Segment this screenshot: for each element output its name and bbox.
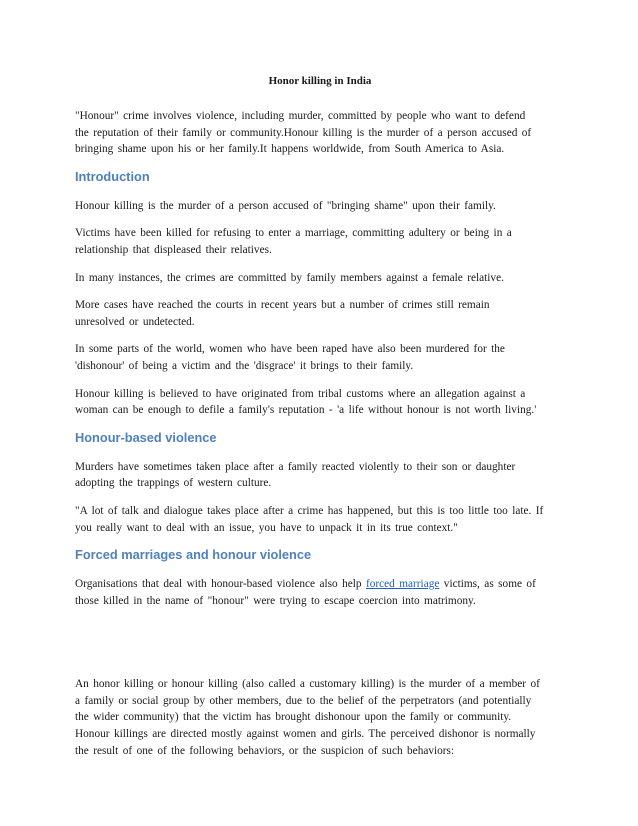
section-heading-honour-violence: Honour-based violence	[75, 429, 217, 445]
section-heading-forced-marriages: Forced marriages and honour violence	[75, 547, 312, 563]
text-line: relationship that displeased their relatives.	[75, 243, 272, 256]
text-segment: victims, as some of	[439, 578, 536, 591]
paragraph	[75, 225, 565, 258]
text-line: the reputation of their family or community.Honour killing is the murder of a person accused of	[75, 126, 532, 139]
paragraph	[75, 459, 565, 492]
definition-paragraph	[75, 676, 565, 759]
paragraph	[75, 198, 565, 215]
paragraph	[75, 297, 565, 330]
text-line: "A lot of talk and dialogue takes place after a crime has happened, but this is too little too late. If	[75, 504, 544, 517]
blank-space	[75, 620, 565, 676]
text-line: Honour killing is believed to have originated from tribal customs where an allegation against a	[75, 387, 526, 400]
section-heading-introduction: Introduction	[75, 168, 150, 184]
text-line: you really want to deal with an issue, you have to unpack it in its true context."	[75, 521, 458, 534]
text-line: unresolved or undetected.	[75, 315, 195, 328]
text-line: adopting the trappings of western culture.	[75, 477, 272, 490]
text-line: the wider community) that the victim has brought dishonour upon the family or community.	[75, 711, 512, 724]
text-line: a family or social group by other members, due to the belief of the perpetrators (and potentially	[75, 694, 532, 707]
text-line: the result of one of the following behaviors, or the suspicion of such behaviors:	[75, 744, 455, 757]
text-line: woman can be enough to defile a family's reputation - 'a life without honour is not worth living.'	[75, 404, 537, 417]
text-line: bringing shame upon his or her family.It happens worldwide, from South America to Asia.	[75, 143, 505, 156]
text-line	[75, 576, 565, 593]
text-line: Murders have sometimes taken place after a family reacted violently to their son or daughter	[75, 460, 516, 473]
document-title: Honor killing in India	[268, 75, 372, 87]
text-line: In many instances, the crimes are committed by family members against a female relative.	[75, 271, 504, 284]
paragraph	[75, 503, 565, 536]
paragraph	[75, 576, 565, 609]
paragraph	[75, 341, 565, 374]
document-page	[75, 74, 565, 770]
text-line: Honour killing is the murder of a person accused of "bringing shame" upon their family.	[75, 199, 496, 212]
text-line: Victims have been killed for refusing to enter a marriage, committing adultery or being in a	[75, 227, 512, 240]
text-segment: Organisations that deal with honour-based violence also help	[75, 578, 366, 591]
text-line: Honour killings are directed mostly against women and girls. The perceived dishonor is normally	[75, 728, 536, 741]
paragraph	[75, 386, 565, 419]
text-line: 'dishonour' of being a victim and the 'disgrace' it brings to their family.	[75, 359, 414, 372]
intro-paragraph	[75, 108, 565, 158]
forced-marriage-link[interactable]: forced marriage	[365, 578, 440, 591]
text-line: "Honour" crime involves violence, including murder, committed by people who want to defend	[75, 110, 526, 122]
text-line: those killed in the name of "honour" were trying to escape coercion into matrimony.	[75, 594, 476, 607]
text-line: An honor killing or honour killing (also called a customary killing) is the murder of a member of	[75, 678, 540, 691]
text-line: More cases have reached the courts in recent years but a number of crimes still remain	[75, 299, 490, 312]
paragraph	[75, 270, 565, 287]
text-line: In some parts of the world, women who have been raped have also been murdered for the	[75, 343, 505, 356]
